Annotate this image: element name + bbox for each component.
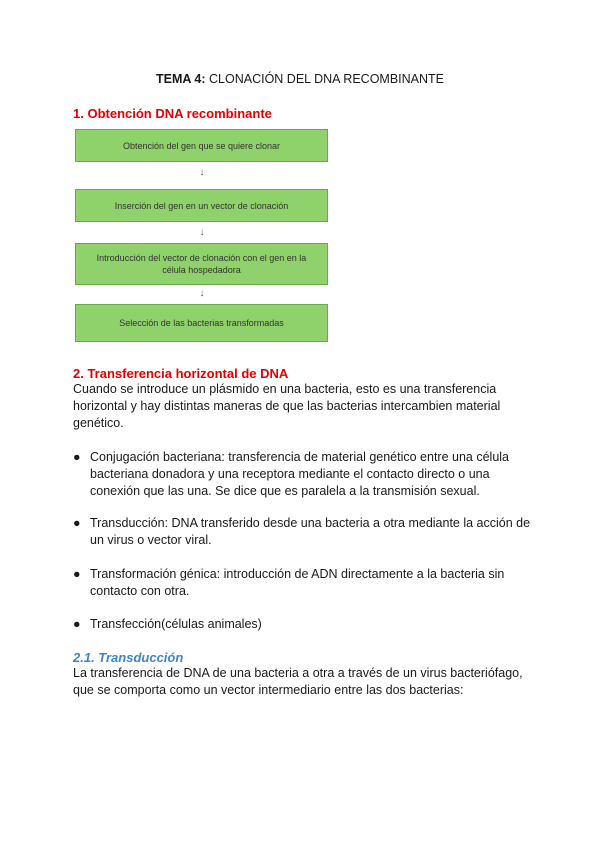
bullet-item bbox=[73, 616, 535, 633]
section-2-1-heading: 2.1. Transducción bbox=[73, 650, 184, 665]
bullet-dot-icon: ● bbox=[73, 617, 81, 631]
section-2-intro: Cuando se introduce un plásmido en una bacteria, esto es una transferencia horizontal y hay distintas maneras de que las bacterias intercambien material genético. bbox=[73, 382, 501, 430]
flow-arrow-icon: ↓ bbox=[199, 227, 205, 238]
tema-title: CLONACIÓN DEL DNA RECOMBINANTE bbox=[209, 72, 445, 86]
bullet-dot-icon: ● bbox=[73, 567, 81, 581]
flow-arrow-icon: ↓ bbox=[199, 288, 205, 299]
page-title bbox=[0, 72, 600, 86]
flow-step-2: Inserción del gen en un vector de clonación bbox=[75, 189, 328, 222]
section-1-heading: 1. Obtención DNA recombinante bbox=[73, 106, 272, 121]
bullet-dot-icon: ● bbox=[73, 516, 81, 530]
bullet-text: Transducción: DNA transferido desde una bacteria a otra mediante la acción de un virus o vector viral. bbox=[90, 516, 531, 547]
section-2-heading: 2. Transferencia horizontal de DNA bbox=[73, 366, 289, 381]
section-2-1-text: La transferencia de DNA de una bacteria a otra a través de un virus bacteriófago, que se comporta como un vector intermediario entre las dos bacterias: bbox=[73, 666, 523, 697]
bullet-text: Transfección(células animales) bbox=[90, 617, 262, 631]
flow-step-1: Obtención del gen que se quiere clonar bbox=[75, 129, 328, 162]
bullet-item bbox=[73, 449, 535, 500]
bullet-item bbox=[73, 515, 535, 549]
flow-step-4: Selección de las bacterias transformadas bbox=[75, 304, 328, 342]
bullet-text: Conjugación bacteriana: transferencia de material genético entre una célula bacteriana donadora y una receptora mediante el contacto directo o una conexión que las una. Se dice que es paralela a la transmisión sexual. bbox=[90, 450, 510, 498]
bullet-text: Transformación génica: introducción de ADN directamente a la bacteria sin contacto con otra. bbox=[90, 567, 505, 598]
flow-arrow-icon: ↓ bbox=[199, 167, 205, 178]
tema-label: TEMA 4: bbox=[155, 72, 206, 86]
flow-step-3: Introducción del vector de clonación con el gen en la célula hospedadora bbox=[75, 243, 328, 285]
bullet-item bbox=[73, 566, 535, 600]
bullet-dot-icon: ● bbox=[73, 450, 81, 464]
